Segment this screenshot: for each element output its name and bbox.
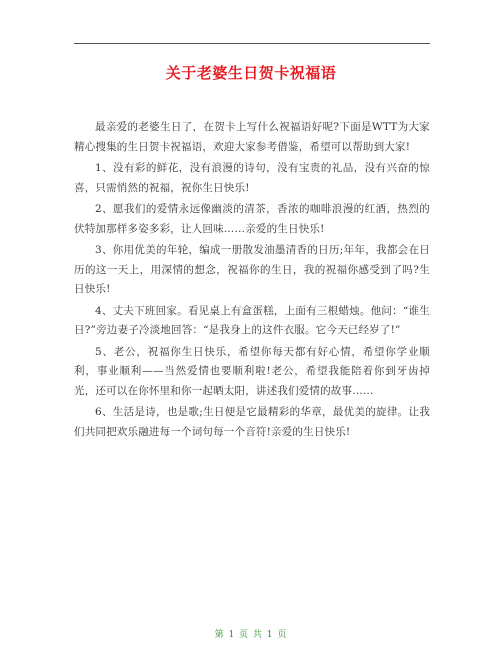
- paragraph-intro: 最亲爱的老婆生日了，在贺卡上写什么祝福语好呢?下面是WTT为大家精心搜集的生日贺卡祝福语，欢迎大家参考借鉴，希望可以帮助到大家!: [74, 121, 430, 153]
- paragraph-item-1: 1、没有彩的鲜花，没有浪漫的诗句，没有宝贵的礼品，没有兴奋的惊喜，只需悄然的祝福，祝你生日快乐!: [74, 162, 430, 194]
- paragraph-item-5: 5、老公，祝福你生日快乐，希望你每天都有好心情，希望你学业顺利，事业顺利——当然爱情也要顺利啦!老公，希望我能陪着你到牙齿掉光，还可以在你怀里和你一起晒太阳，讲述我们爱情的故事……: [74, 345, 430, 397]
- paragraph-item-2: 2、愿我们的爱情永远像幽淡的清茶，香浓的咖啡浪漫的红酒，热烈的伏特加那样多姿多彩，让人回味……亲爱的生日快乐!: [74, 203, 430, 235]
- header-divider: [74, 43, 430, 44]
- page-title: 关于老婆生日贺卡祝福语: [165, 64, 337, 82]
- page-number-footer: 第 1 页 共 1 页: [214, 630, 288, 640]
- paragraph-item-6: 6、生活是诗，也是歌;生日便是它最精彩的华章，最优美的旋律。让我们共同把欢乐融进每一个词句每一个音符!亲爱的生日快乐!: [74, 406, 430, 438]
- paragraph-item-4: 4、丈夫下班回家。看见桌上有盒蛋糕，上面有三根蜡烛。他问：“谁生日?”旁边妻子冷淡地回答：“是我身上的这件衣服。它今天已经岁了!”: [74, 304, 430, 336]
- document-body: [74, 118, 430, 444]
- paragraph-item-3: 3、你用优美的年轮，编成一册散发油墨清香的日历;年年，我都会在日历的这一天上，用深情的想念，祝福你的生日，我的祝福你感受到了吗?生日快乐!: [74, 244, 430, 295]
